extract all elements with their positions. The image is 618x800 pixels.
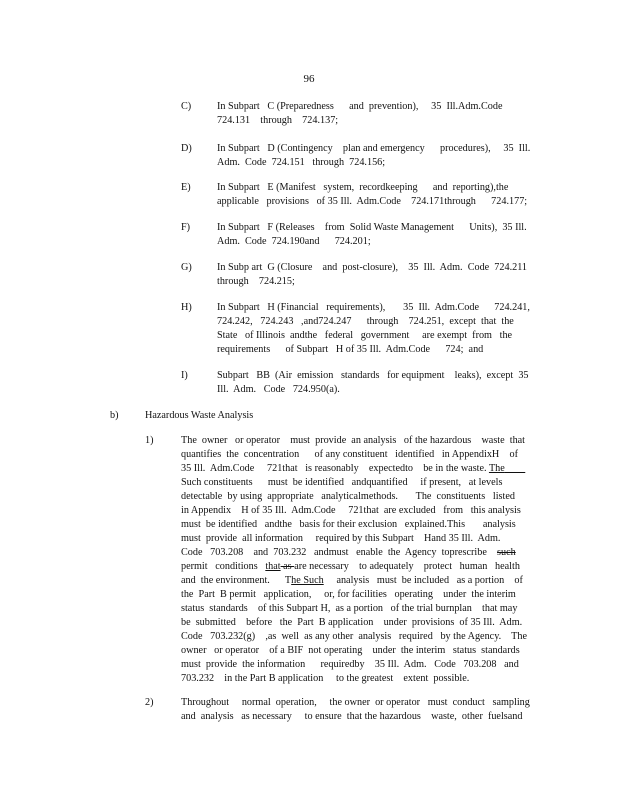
item-text <box>217 100 542 128</box>
text-line: In Subpart F (Releases from Solid Waste Management Units), 35 Ill. <box>217 222 527 233</box>
text-line: The owner or operator must provide an analysis of the hazardous waste that <box>181 435 526 446</box>
text-line: In Subpart E (Manifest system, recordkeeping and reporting),the <box>217 182 509 193</box>
text-line: 724.242, 724.243 ,and724.247 through 724.251, except that the <box>217 316 514 327</box>
paragraph-label: 1) <box>145 435 154 446</box>
text-line: and analysis as necessary to ensure that the hazardous waste, other fuelsand <box>181 711 523 722</box>
text-line: applicable provisions of 35 Ill. Adm.Code 724.171through 724.177; <box>217 196 528 207</box>
text-line: In Subpart D (Contingency plan and emergency procedures), 35 Ill. <box>217 143 531 154</box>
text-line: owner or operator of a BIF not operating under the interim status standards <box>181 645 520 656</box>
text-line: quantifies the concentration of any constituent identified in AppendixH of <box>181 449 518 460</box>
text-line: Subpart BB (Air emission standards for equipment leaks), except 35 <box>217 370 529 381</box>
text-line: Adm. Code 724.151 through 724.156; <box>217 157 386 168</box>
deleted-text: such <box>497 547 516 558</box>
section-title: Hazardous Waste Analysis <box>145 410 254 421</box>
inserted-text: that <box>265 561 281 572</box>
text-line: through 724.215; <box>217 276 295 287</box>
text-line: Ill. Adm. Code 724.950(a). <box>217 384 340 395</box>
item-text <box>217 369 542 397</box>
text-line: be submitted before the Part B application under provisions of 35 Ill. Adm. <box>181 617 523 628</box>
item-label: D) <box>181 143 192 154</box>
item-text <box>217 221 542 249</box>
text-line: detectable by using appropriate analyticalmethods. The constituents listed <box>181 491 515 502</box>
item-text <box>217 181 542 209</box>
text-line: 35 Ill. Adm.Code 721that is reasonably expectedto be in the waste. The____ <box>181 463 526 474</box>
text-line: In Subp art G (Closure and post-closure), 35 Ill. Adm. Code 724.211 <box>217 262 528 273</box>
text-line: Code 703.232(g) ,as well as any other analysis required by the Agency. The <box>181 631 528 642</box>
item-label: H) <box>181 302 192 313</box>
item-label: E) <box>181 182 191 193</box>
text-line: Throughout normal operation, the owner or operator must conduct sampling <box>181 697 530 708</box>
text-line: 724.131 through 724.137; <box>217 115 339 126</box>
paragraph-text <box>181 696 541 724</box>
text-line: must provide the information requiredby 35 Ill. Adm. Code 703.208 and <box>181 659 519 670</box>
text-line: permit conditions that as are necessary to adequately protect human health <box>181 561 520 572</box>
paragraph-text <box>181 434 541 686</box>
section-label: b) <box>110 410 119 421</box>
item-text <box>217 301 542 357</box>
text-line: must provide all information required by this Subpart Hand 35 Ill. Adm. <box>181 533 501 544</box>
item-label: C) <box>181 101 192 112</box>
item-label: I) <box>181 370 188 381</box>
text-line: In Subpart H (Financial requirements), 35 Ill. Adm.Code 724.241, <box>217 302 530 313</box>
inserted-text: he Such <box>291 575 324 586</box>
text-line: the Part B permit application, or, for facilities operating under the interim <box>181 589 516 600</box>
deleted-text: as <box>280 561 295 572</box>
text-line: Code 703.208 and 703.232 andmust enable the Agency toprescribe such <box>181 547 516 558</box>
text-line: 703.232 in the Part B application to the greatest extent possible. <box>181 673 470 684</box>
text-line: and the environment. The Such analysis must be included as a portion of <box>181 575 523 586</box>
item-text <box>217 261 542 289</box>
paragraph-label: 2) <box>145 697 154 708</box>
inserted-text: The <box>488 463 505 474</box>
text-line: in Appendix H of 35 Ill. Adm.Code 721that are excluded from this analysis <box>181 505 521 516</box>
text-line: must be identified andthe basis for their exclusion explained.This analysis <box>181 519 516 530</box>
item-text <box>217 142 542 170</box>
page-number: 96 <box>303 73 315 85</box>
item-label: G) <box>181 262 192 273</box>
text-line: status standards of this Subpart H, as a portion of the trial burnplan that may <box>181 603 518 614</box>
text-line: In Subpart C (Preparedness and prevention), 35 Ill.Adm.Code <box>217 101 503 112</box>
text-line: Such constituents must be identified andquantified if present, at levels <box>181 477 503 488</box>
text-line: Adm. Code 724.190and 724.201; <box>217 236 371 247</box>
item-label: F) <box>181 222 191 233</box>
text-line: State of Illinois andthe federal government are exempt from the <box>217 330 513 341</box>
text-line: requirements of Subpart H of 35 Ill. Adm.Code 724; and <box>217 344 484 355</box>
